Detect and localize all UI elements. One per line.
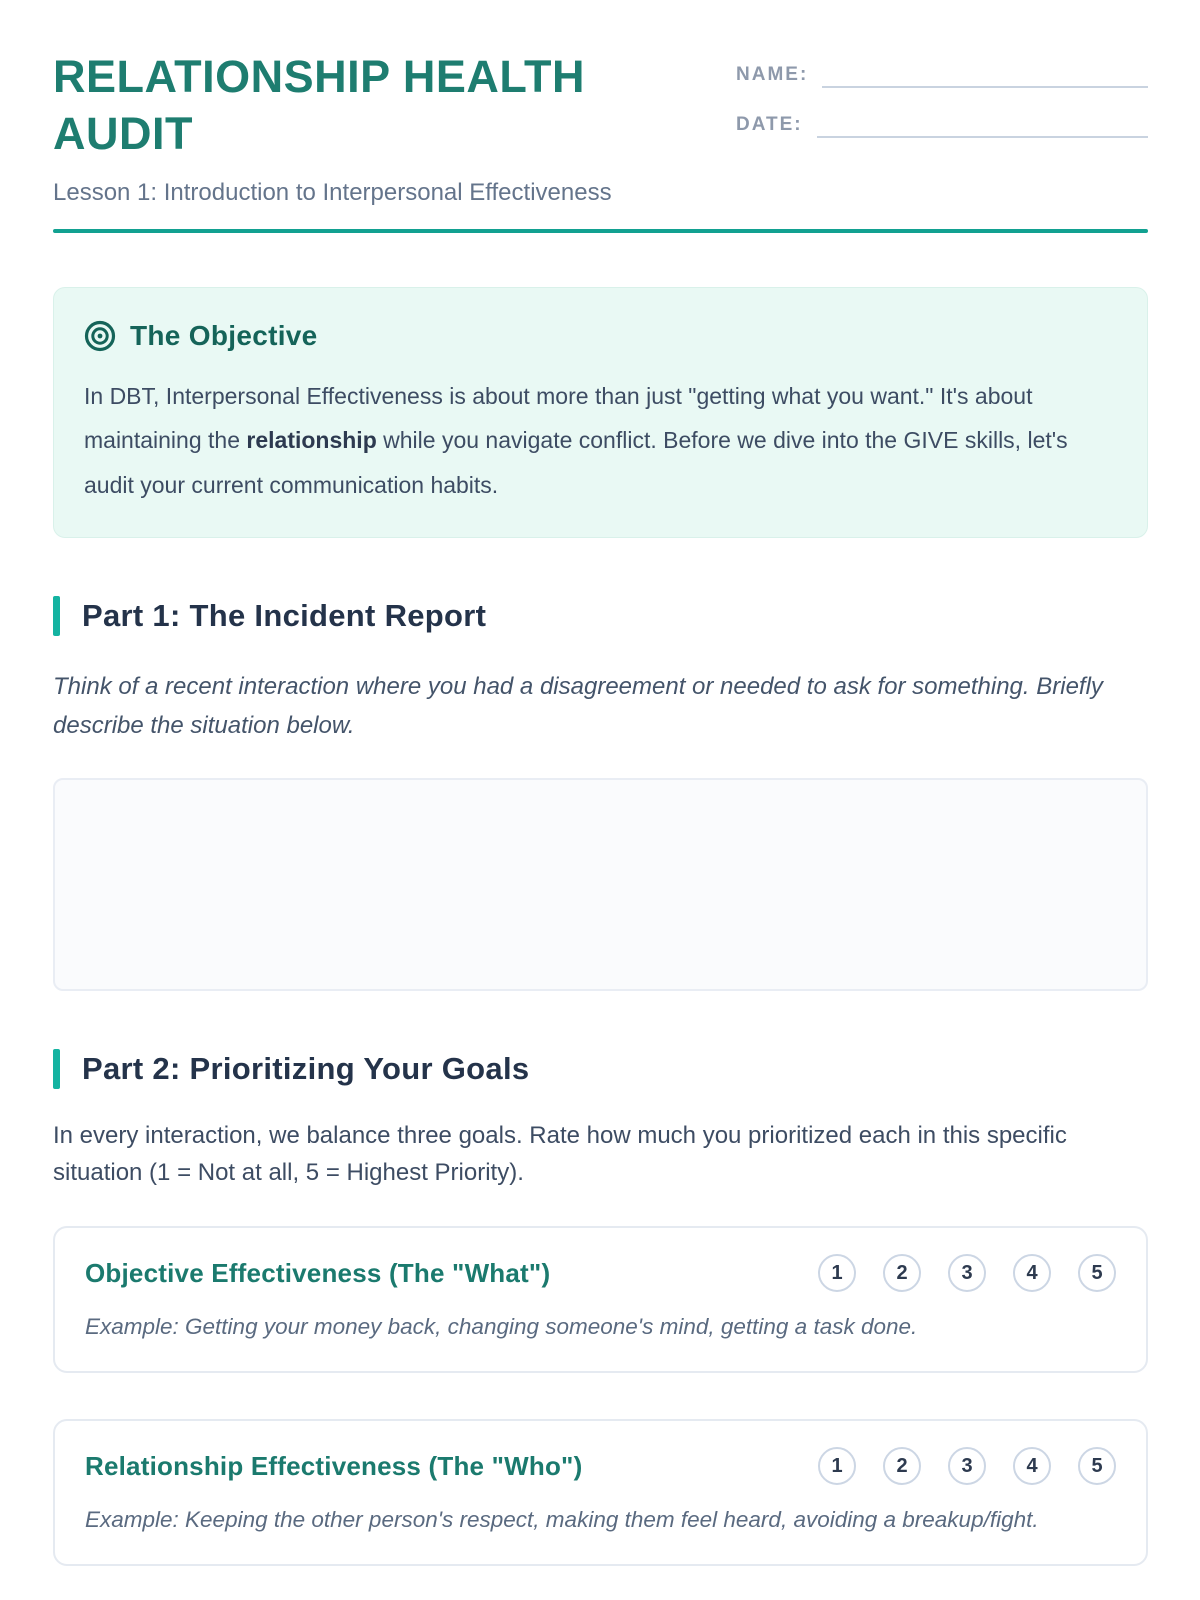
rating-card-relationship	[53, 1419, 1148, 1566]
rating-card-objective	[53, 1226, 1148, 1373]
objective-heading: The Objective	[130, 320, 318, 352]
card-top	[85, 1447, 1116, 1485]
rating-3-button[interactable]: 3	[948, 1254, 986, 1292]
part1-instruction: Think of a recent interaction where you had a disagreement or needed to ask for something. Briefly describe the situation below.	[53, 672, 1103, 739]
bullseye-icon	[84, 320, 116, 352]
rating-2-button[interactable]: 2	[883, 1447, 921, 1485]
rating-scale-objective	[818, 1254, 1116, 1292]
rating-1-button[interactable]: 1	[818, 1254, 856, 1292]
header	[53, 48, 1148, 207]
card-example-relationship: Example: Keeping the other person's respect, making them feel heard, avoiding a breakup/fight.	[85, 1507, 1039, 1533]
title-block	[53, 48, 718, 207]
rating-1-button[interactable]: 1	[818, 1447, 856, 1485]
rating-5-button[interactable]: 5	[1078, 1447, 1116, 1485]
accent-bar	[53, 596, 60, 636]
objective-body-post: while you navigate conflict. Before we dive into the GIVE skills, let's audit your current communication habits.	[84, 427, 1068, 498]
part2-intro: In every interaction, we balance three goals. Rate how much you prioritized each in this specific situation (1 = Not at all, 5 = Highest Priority).	[53, 1121, 1067, 1187]
accent-bar	[53, 1049, 60, 1089]
rating-4-button[interactable]: 4	[1013, 1254, 1051, 1292]
date-field[interactable]	[817, 108, 1148, 138]
objective-body-bold: relationship	[246, 427, 377, 454]
page-title: RELATIONSHIP HEALTH AUDIT	[53, 51, 586, 160]
card-title-objective: Objective Effectiveness (The "What")	[85, 1257, 551, 1288]
incident-description-input[interactable]	[53, 778, 1148, 991]
rating-5-button[interactable]: 5	[1078, 1254, 1116, 1292]
card-example-objective: Example: Getting your money back, changing someone's mind, getting a task done.	[85, 1314, 918, 1340]
rating-scale-relationship	[818, 1447, 1116, 1485]
part1-heading-row	[53, 596, 1148, 636]
objective-header	[84, 320, 1117, 352]
part2-heading: Part 2: Prioritizing Your Goals	[82, 1050, 530, 1086]
name-label: NAME:	[736, 64, 809, 85]
card-title-relationship: Relationship Effectiveness (The "Who")	[85, 1450, 583, 1481]
rating-3-button[interactable]: 3	[948, 1447, 986, 1485]
objective-body-pre: In DBT, Interpersonal Effectiveness is about more than just "getting what you want." It's about maintaining the	[84, 383, 1033, 454]
date-label: DATE:	[736, 114, 803, 135]
header-divider	[53, 229, 1148, 233]
card-top	[85, 1254, 1116, 1292]
objective-callout	[53, 287, 1148, 537]
name-row	[736, 58, 1148, 88]
name-field[interactable]	[822, 58, 1148, 88]
rating-4-button[interactable]: 4	[1013, 1447, 1051, 1485]
objective-body	[84, 374, 1117, 506]
date-row	[736, 108, 1148, 138]
page-subtitle: Lesson 1: Introduction to Interpersonal Effectiveness	[53, 179, 612, 207]
rating-2-button[interactable]: 2	[883, 1254, 921, 1292]
name-date-block	[736, 48, 1148, 158]
part1-heading: Part 1: The Incident Report	[82, 597, 487, 633]
part2-heading-row	[53, 1049, 1148, 1089]
